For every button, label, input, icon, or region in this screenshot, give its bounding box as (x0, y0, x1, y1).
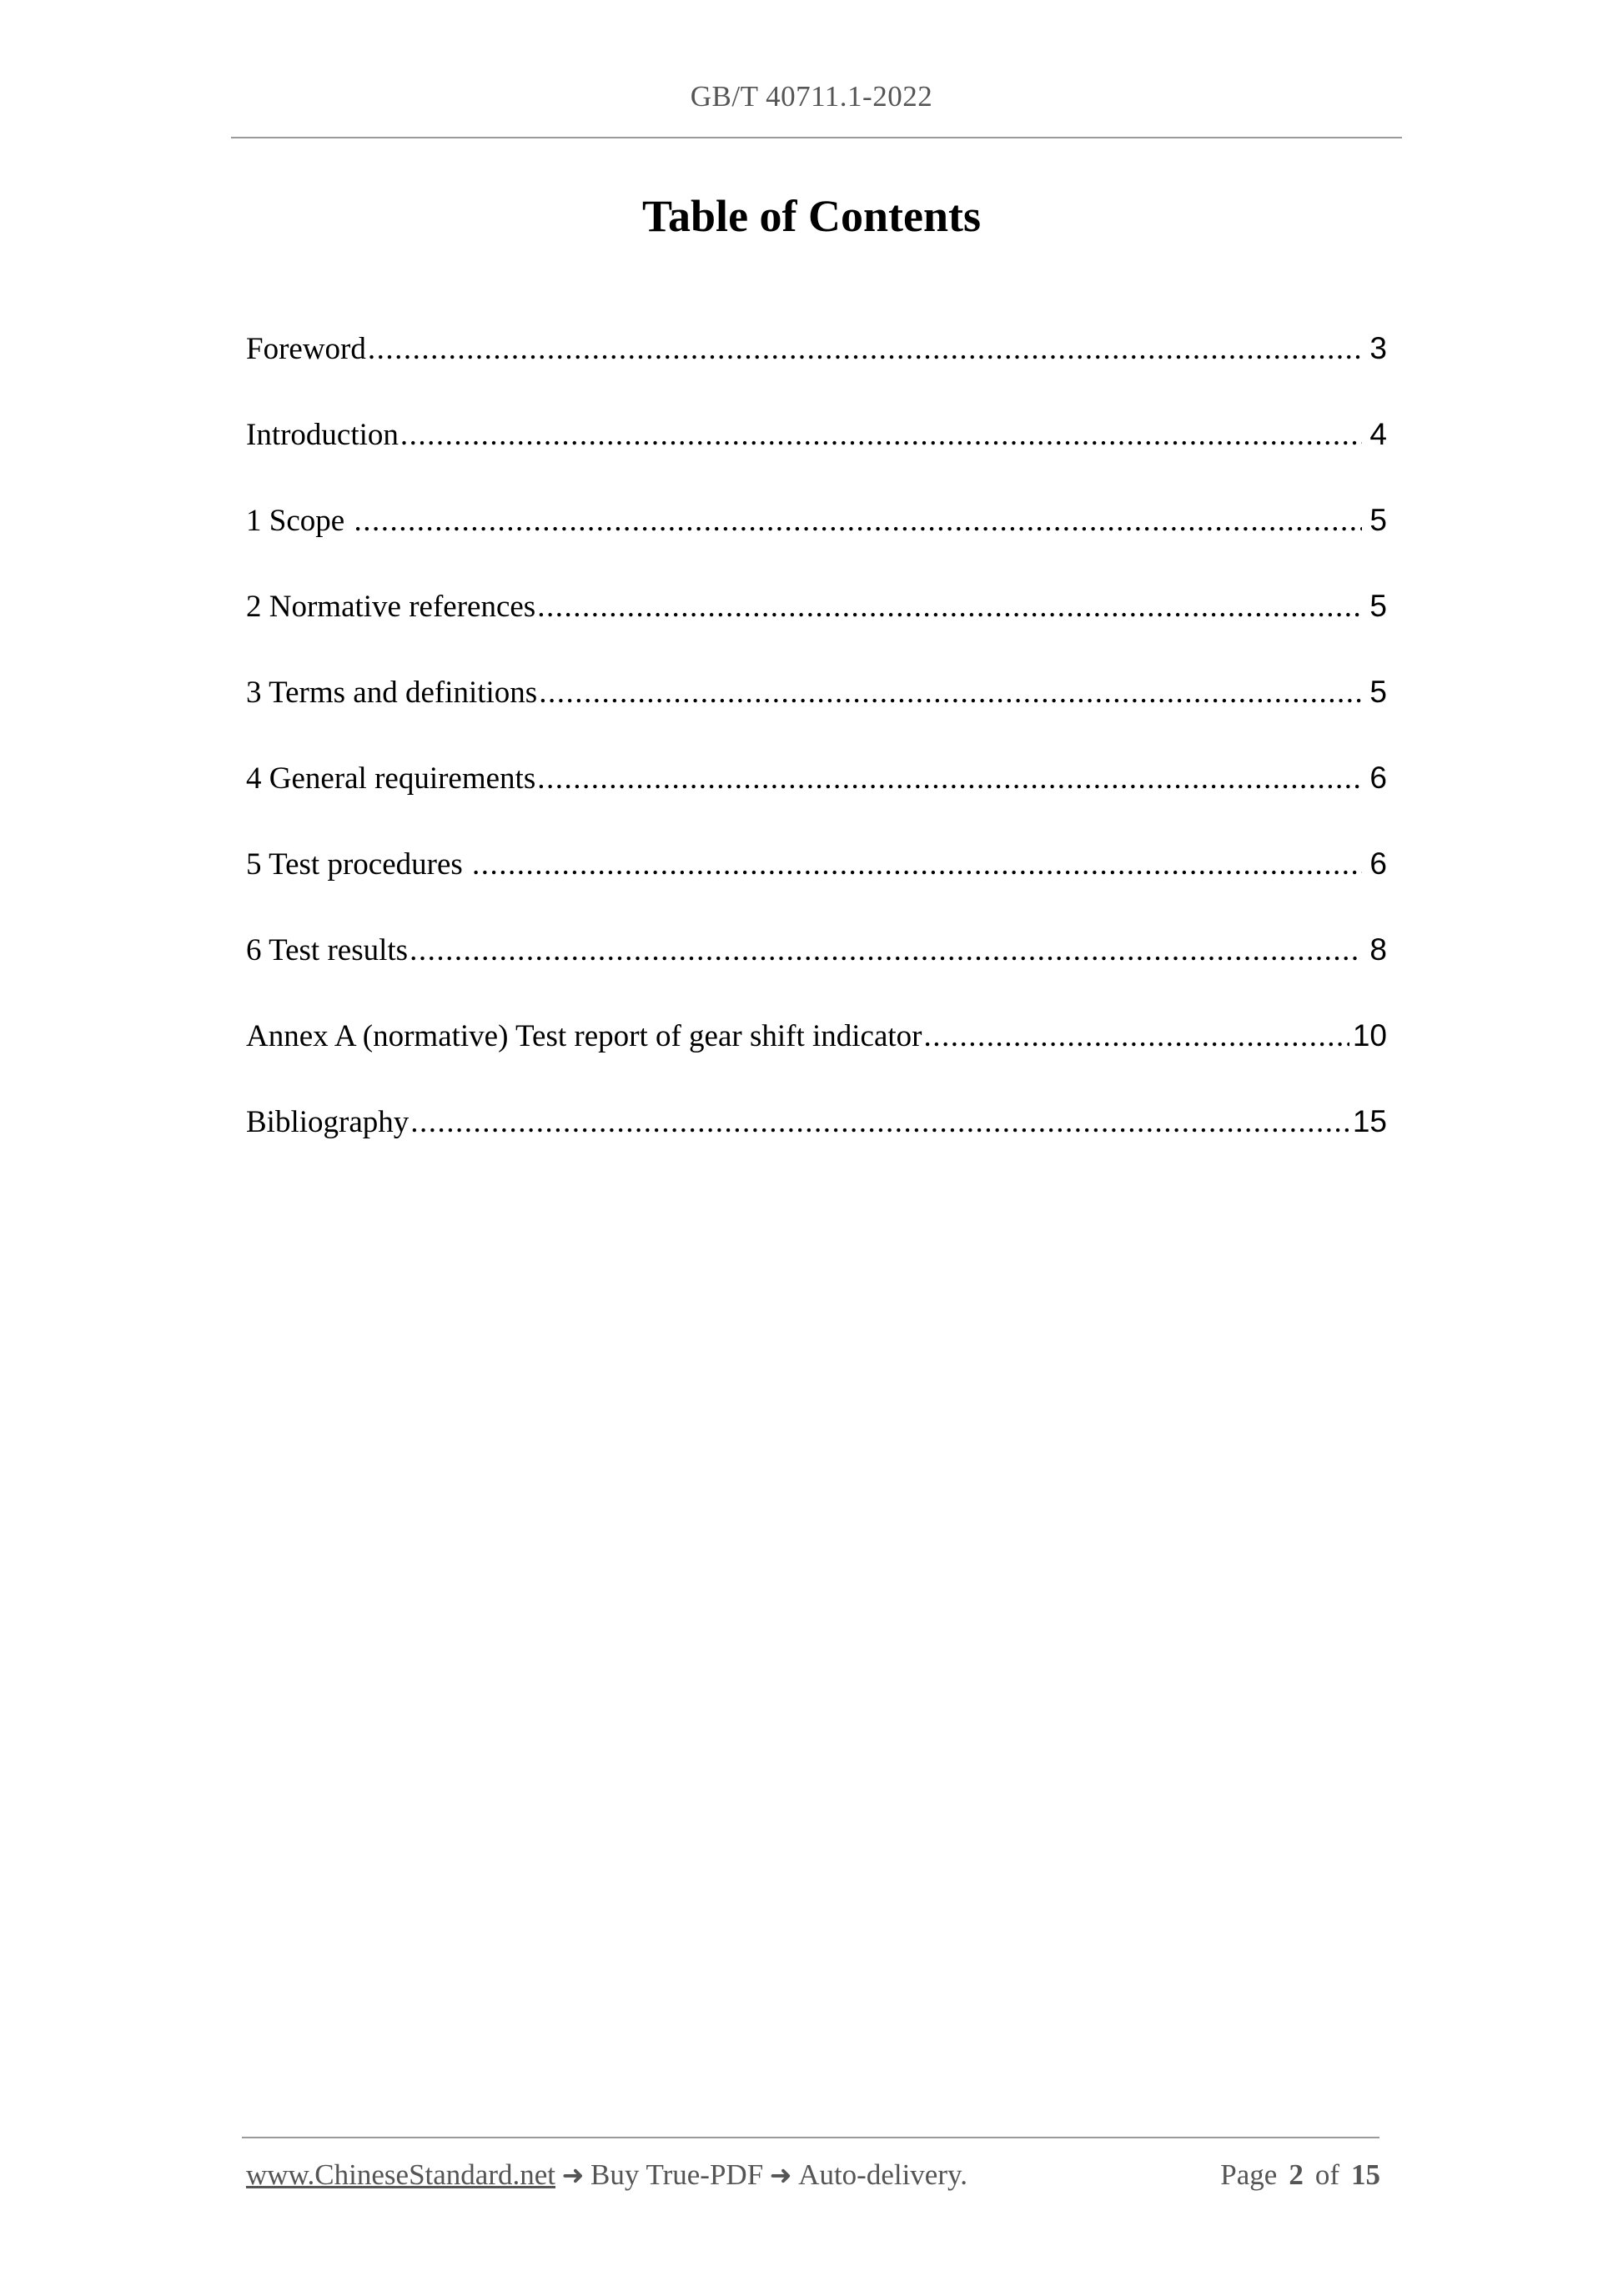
toc-leader-dots (400, 408, 1362, 463)
toc-entry-label: 2 Normative references (246, 590, 536, 624)
website-link[interactable]: www.ChineseStandard.net (246, 2158, 555, 2191)
toc-entry-label: 5 Test procedures (246, 847, 471, 882)
toc-entry-test-procedures[interactable] (246, 837, 1387, 922)
toc-leader-dots (924, 1009, 1349, 1064)
toc-entry-label: 1 Scope (246, 504, 353, 538)
toc-leader-dots (537, 580, 1362, 635)
header-divider (231, 137, 1402, 138)
toc-leader-dots (472, 837, 1362, 892)
footer-divider (242, 2137, 1379, 2138)
toc-entry-introduction[interactable] (246, 407, 1387, 493)
toc-entry-page: 6 (1369, 847, 1387, 881)
right-arrow-icon: ➜ (769, 2159, 792, 2191)
toc-entry-page: 8 (1369, 932, 1387, 967)
toc-entry-normative-references[interactable] (246, 579, 1387, 665)
auto-delivery-text: Auto-delivery. (798, 2158, 967, 2191)
toc-entry-test-results[interactable] (246, 922, 1387, 1008)
toc-entry-page: 5 (1369, 675, 1387, 709)
toc-leader-dots (368, 322, 1362, 377)
total-pages-number: 15 (1351, 2158, 1380, 2191)
toc-entry-label: Annex A (normative) Test report of gear shift indicator (246, 1019, 922, 1053)
toc-entry-page: 10 (1352, 1018, 1387, 1053)
toc-entry-bibliography[interactable] (246, 1094, 1387, 1180)
toc-leader-dots (354, 494, 1362, 549)
toc-entry-page: 5 (1369, 589, 1387, 623)
toc-list (246, 321, 1387, 1180)
toc-entry-page: 3 (1369, 331, 1387, 365)
toc-entry-annex-a[interactable] (246, 1008, 1387, 1094)
toc-entry-label: Introduction (246, 418, 399, 452)
toc-entry-label: Foreword (246, 332, 366, 366)
of-label: of (1314, 2158, 1339, 2191)
toc-entry-page: 5 (1369, 503, 1387, 537)
toc-leader-dots (539, 666, 1362, 721)
toc-entry-label: 6 Test results (246, 933, 409, 967)
toc-entry-label: 4 General requirements (246, 761, 536, 796)
right-arrow-icon: ➜ (561, 2159, 585, 2191)
footer-promo (246, 2158, 967, 2192)
page-title: Table of Contents (641, 191, 982, 241)
document-code: GB/T 40711.1-2022 (690, 80, 933, 113)
toc-entry-general-requirements[interactable] (246, 751, 1387, 837)
buy-pdf-text: Buy True-PDF (590, 2158, 764, 2191)
toc-entry-scope[interactable] (246, 493, 1387, 579)
toc-entry-foreword[interactable] (246, 321, 1387, 407)
page-label: Page (1220, 2158, 1278, 2191)
page-footer (246, 2158, 1380, 2192)
toc-entry-label: Bibliography (246, 1105, 410, 1139)
current-page-number: 2 (1289, 2158, 1304, 2191)
page-number (1220, 2158, 1380, 2192)
toc-leader-dots (410, 923, 1362, 978)
toc-entry-terms-and-definitions[interactable] (246, 665, 1387, 751)
toc-entry-page: 6 (1369, 761, 1387, 795)
toc-leader-dots (537, 751, 1362, 806)
toc-leader-dots (410, 1095, 1349, 1150)
toc-entry-page: 15 (1352, 1104, 1387, 1138)
toc-entry-page: 4 (1369, 417, 1387, 451)
toc-entry-label: 3 Terms and definitions (246, 676, 538, 710)
